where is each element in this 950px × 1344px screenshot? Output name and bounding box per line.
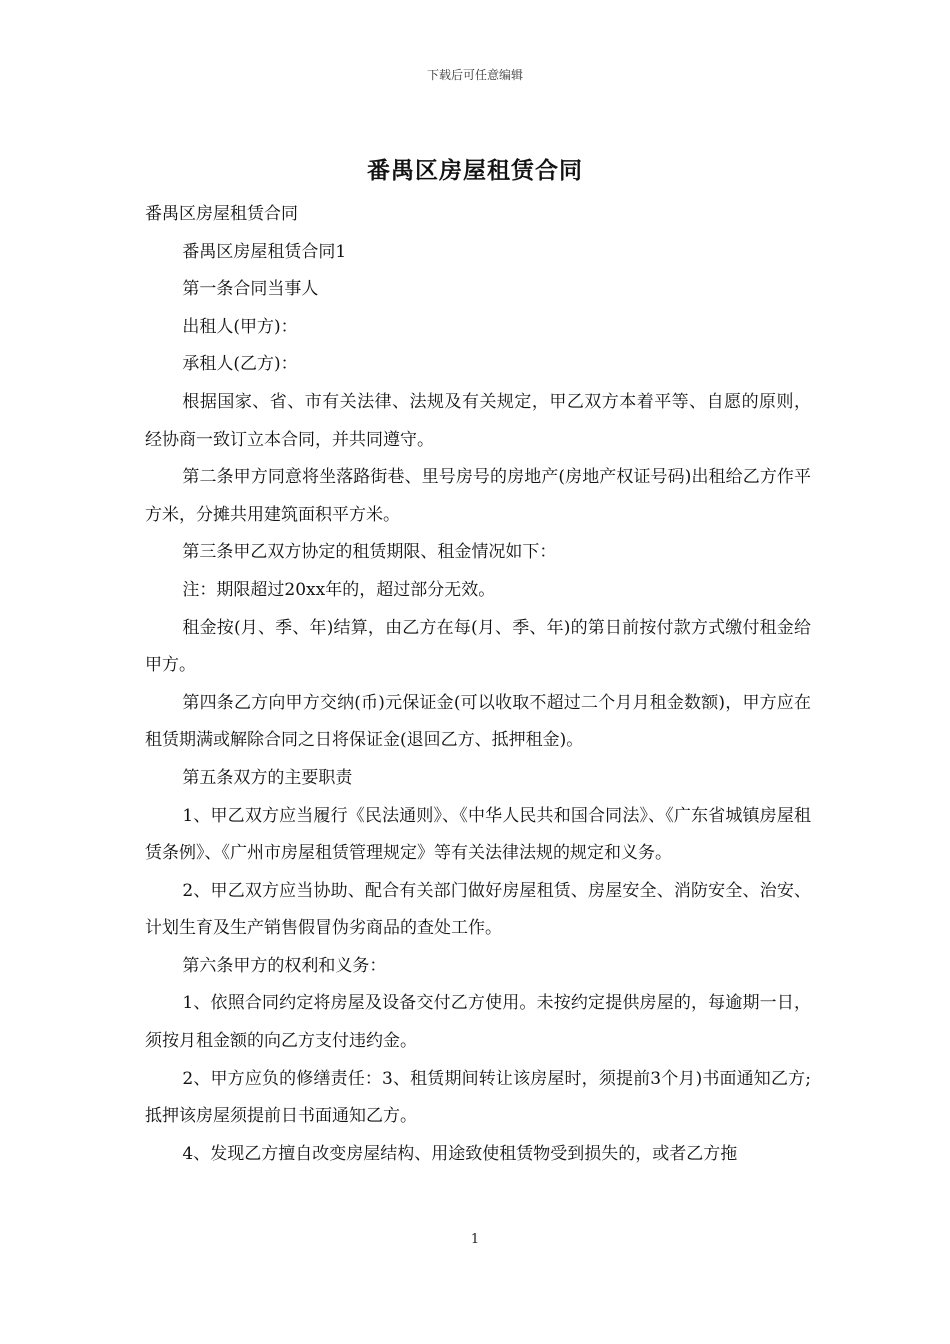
paragraph: 1、依照合同约定将房屋及设备交付乙方使用。未按约定提供房屋的，每逾期一日，须按月租金额的向乙方支付违约金。 <box>145 993 811 1052</box>
paragraph: 第二条甲方同意将坐落路街巷、里号房号的房地产(房地产权证号码)出租给乙方作平方米，分摊共用建筑面积平方米。 <box>145 467 811 525</box>
paragraph: 番禺区房屋租赁合同1 <box>182 241 347 262</box>
paragraph: 根据国家、省、市有关法律、法规及有关规定，甲乙双方本着平等、自愿的原则，经协商一致订立本合同，并共同遵守。 <box>145 391 811 450</box>
document-body <box>145 196 811 1173</box>
paragraph: 承租人(乙方)： <box>182 354 298 375</box>
paragraph: 注：期限超过20xx年的，超过部分无效。 <box>182 579 496 600</box>
paragraph: 2、甲乙双方应当协助、配合有关部门做好房屋租赁、房屋安全、消防安全、治安、计划生育及生产销售假冒伪劣商品的查处工作。 <box>145 880 811 939</box>
paragraph: 1、甲乙双方应当履行《民法通则》、《中华人民共和国合同法》、《广东省城镇房屋租赁条例》、《广州市房屋租赁管理规定》等有关法律法规的规定和义务。 <box>145 805 811 864</box>
paragraph: 第四条乙方向甲方交纳(币)元保证金(可以收取不超过二个月月租金数额)，甲方应在租赁期满或解除合同之日将保证金(退回乙方、抵押租金)。 <box>145 692 811 751</box>
paragraph: 4、发现乙方擅自改变房屋结构、用途致使租赁物受到损失的，或者乙方拖 <box>182 1143 738 1164</box>
page-header-note: 下载后可任意编辑 <box>426 68 523 82</box>
paragraph: 第六条甲方的权利和义务： <box>182 955 387 976</box>
paragraph: 租金按(月、季、年)结算，由乙方在每(月、季、年)的第日前按付款方式缴付租金给甲方。 <box>145 617 811 676</box>
paragraph: 第五条双方的主要职责 <box>182 767 353 788</box>
document-title: 番禺区房屋租赁合同 <box>367 157 583 184</box>
paragraph: 番禺区房屋租赁合同 <box>145 204 298 224</box>
page-number: 1 <box>470 1232 480 1247</box>
paragraph: 出租人(甲方)： <box>182 316 298 337</box>
paragraph: 第三条甲乙双方协定的租赁期限、租金情况如下： <box>182 542 557 563</box>
paragraph: 第一条合同当事人 <box>182 279 319 300</box>
paragraph: 2、甲方应负的修缮责任：3、租赁期间转让该房屋时，须提前3个月)书面通知乙方;抵押该房屋须提前日书面通知乙方。 <box>145 1068 811 1127</box>
